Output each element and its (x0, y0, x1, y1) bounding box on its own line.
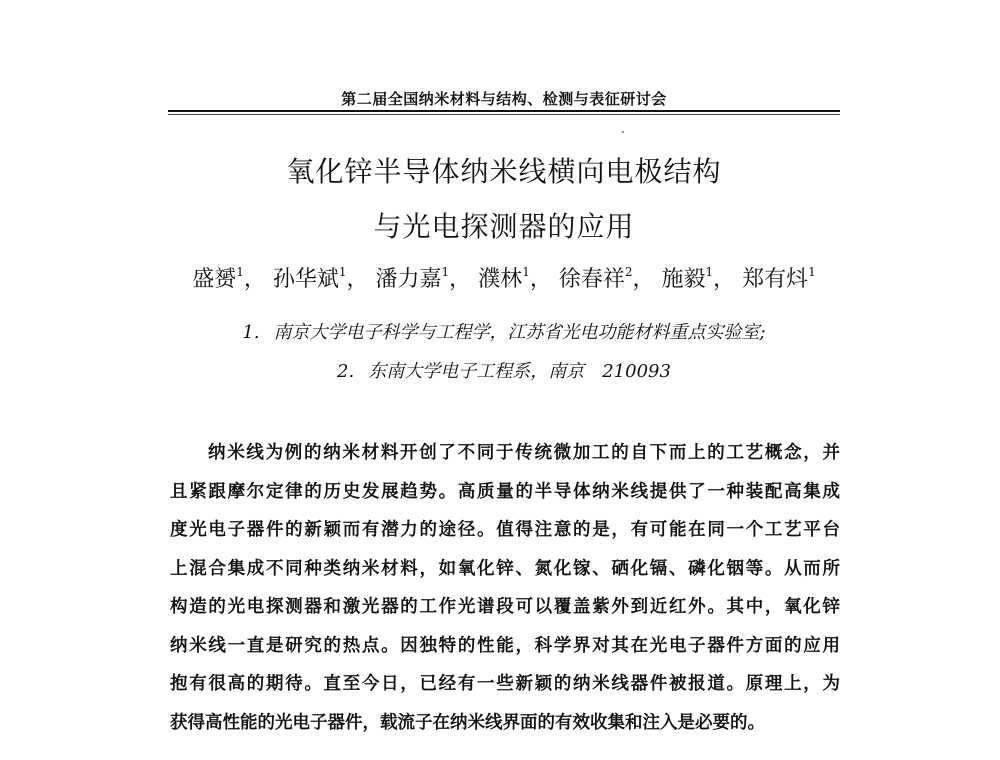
affiliation-text: 东南大学电子工程系，南京 210093 (368, 361, 671, 382)
header-rule-thin (168, 114, 840, 115)
author: 郑有炓$^1$ (742, 265, 816, 292)
affiliation-number: 2. (337, 361, 355, 382)
author: 孙华斌$^1$ (272, 265, 347, 292)
body-line: 且紧跟摩尔定律的历史发展趋势。高质量的半导体纳米线提供了一种装配高集成 (170, 481, 840, 502)
affiliation-1 (168, 318, 840, 344)
author: 徐春祥$^2$ (558, 265, 633, 292)
paper-title-line-1: 氧化锌半导体纳米线横向电极结构 (286, 155, 722, 188)
body-line: 纳米线一直是研究的热点。因独特的性能，科学界对其在光电子器件方面的应用 (170, 635, 840, 656)
affiliation-2 (168, 357, 840, 383)
paper-title-line-2: 与光电探测器的应用 (373, 210, 635, 243)
body-line: 度光电子器件的新颖而有潜力的途径。值得注意的是，有可能在同一个工艺平台 (170, 520, 840, 540)
body-line: 纳米线为例的纳米材料开创了不同于传统微加工的自下而上的工艺概念，并 (208, 443, 840, 463)
author: 濮林$^1$ (478, 265, 530, 292)
author: 潘力嘉$^1$ (375, 265, 450, 292)
author: 施毅$^1$ (661, 265, 714, 292)
header-rule (168, 110, 840, 112)
affiliation-text: 南京大学电子科学与工程学，江苏省光电功能材料重点实验室; (273, 322, 766, 343)
author: 盛赟$^1$ (192, 265, 244, 292)
body-line: 抱有很高的期待。直至今日，已经有一些新颖的纳米线器件被报道。原理上，为 (170, 674, 840, 694)
affiliation-number: 1. (242, 322, 260, 343)
scan-speck (622, 131, 624, 133)
author-list: 盛赟$^1$， 孙华斌$^1$， 潘力嘉$^1$， 濮林$^1$， 徐春祥$^2$， 施毅$^1$， 郑有炓$^1$ (192, 265, 816, 292)
body-line: 构造的光电探测器和激光器的工作光谱段可以覆盖紫外到近红外。其中，氧化锌 (170, 597, 840, 617)
running-header: 第二届全国纳米材料与结构、检测与表征研讨会 (341, 90, 667, 108)
body-paragraph (170, 434, 840, 742)
body-line: 获得高性能的光电子器件，载流子在纳米线界面的有效收集和注入是必要的。 (170, 712, 765, 733)
body-line: 上混合集成不同种类纳米材料，如氧化锌、氮化镓、硒化镉、磷化铟等。从而所 (170, 558, 840, 579)
